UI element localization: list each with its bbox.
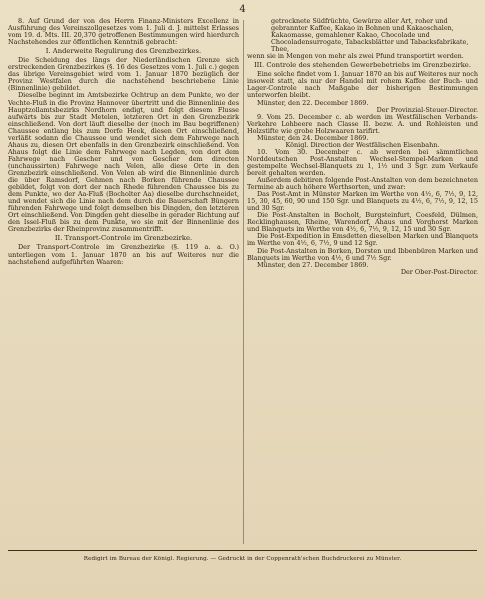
page-number: 4 (239, 4, 246, 15)
paragraph: Die Scheidung des längs der Niederländischen Grenze sich erstreckenden Grenzbezirkes (§. 16 des Gesetzes vom 1. Juli c.) gegen das übrige Vereinsgebiet wird vom 1. Januar 1870 bezüglich der Provinz Westfalen durch die nachstehend beschriebene Linie (Binnenlinie) gebildet. (8, 56, 239, 93)
paragraph: getrocknete Südfrüchte, Gewürze aller Art, roher und gebrannter Kaffee, Kakao in Bohnen und Kakaoschalen, Kakaomasse, gemahlener Kakao, Chocolade und Chocoladensurrogate, Tabacksblätter und Tabacksfabrikate, Thee, (271, 17, 469, 54)
paragraph: wenn sie in Mengen von mehr als zwei Pfund transportirt werden. (247, 52, 464, 61)
paragraph: 9. Vom 25. December c. ab werden im Westfälischen Verbands-Verkehre Lohbeere nach Classe II. bezw. A. und Rohleisten und Holzstifte wie grobe Holzwaaren tarifirt. (247, 112, 478, 135)
paragraph: Münster, den 22. December 1869. (257, 98, 369, 107)
section-heading: III. Controle des stehenden Gewerbebetriebs im Grenzbezirke. (253, 61, 471, 70)
paragraph: Eine solche findet vom 1. Januar 1870 an bis auf Weiteres nur noch insoweit statt, als nur der Handel mit rohem Kaffee der Buch- und Lager-Controle nach Maßgabe der bisherigen Bestimmungen unterworfen bleibt. (247, 70, 478, 100)
paragraph: Der Transport-Controle im Grenzbezirke (§. 119 a. a. O.) unterliegen vom 1. Januar 1870 an bis auf Weiteres nur die nachstehend aufgeführten Waaren: (8, 243, 239, 266)
footer-rule (8, 550, 477, 551)
paragraph: Außerdem debitiren folgende Post-Anstalten von dem bezeichneten Termine ab auch höhere Werthsorten, und zwar: (247, 176, 478, 192)
paragraph: Die Post-Expedition in Emsdetten dieselben Marken und Blanquets im Werthe von 4½, 6, 7½, 9 und 12 Sgr. (247, 232, 478, 248)
paragraph: Münster, den 24. December 1869. (257, 133, 369, 142)
right-column (247, 18, 478, 276)
left-column (8, 18, 239, 266)
section-heading: I. Anderweite Regulirung des Grenzbezirkes. (45, 47, 202, 56)
paragraph: 10. Vom 30. December c. ab werden bei sämmtlichen Norddeutschen Post-Anstalten Wechsel-Stempel-Marken und gestempelte Wechsel-Blanquets zu 1, 1½ und 3 Sgr. zum Verkaufe bereit gehalten werden. (247, 147, 478, 177)
paragraph: Der Provinzial-Steuer-Director. (376, 105, 478, 114)
paragraph: Dieselbe beginnt im Amtsbezirke Ochtrup an dem Punkte, wo der Vechte-Fluß in die Provinz Hannover übertritt und die Binnenlinie des Hauptzollamtsbezirks Nordhorn endigt, und folgt diesem Flusse aufwärts bis zur Stadt Metelen, letzteren Ort in den Grenzbezirk einschließend. Von dort läuft dieselbe der (noch im Bau begriffenen) Chaussee entlang bis zum Dorfe Heek, diesen Ort einschließend, verläßt sodann die Chaussee und wendet sich dem Fahrwege nach Ahaus zu, diesen Ort ebenfalls in den Grenzbezirk einschließend. Von Ahaus folgt die Linie dem Fahrwege nach Legden, von dort dem Fahrwege nach Gescher und von Gescher dem directen (unchaussirten) Fahrwege nach Velen, alle diese Orte in den Grenzbezirk einschließend. Von Velen ab wird die Binnenlinie durch die über Ramsdorf, Gehmen nach Borken führende Chaussee gebildet, folgt von dort der nach Rhede führenden Chaussee bis zu dem Punkte, wo der Aa-Fluß (Bocholter Aa) dieselbe durchschneidet, und wendet sich die Linie nach dem durch die Bauerschaft Büngern führenden Fahrwege und folgt demselben bis Dingden, den letzteren Ort einschließend. Von Dingden geht dieselbe in gerader Richtung auf den Issel-Fluß bis zu dem Punkte, wo sie mit der Binnenlinie des Grenzbezirks der Rheinprovinz zusammentrifft. (8, 91, 239, 234)
paragraph: 8. Auf Grund der von des Herrn Finanz-Ministers Excellenz in Ausführung des Vereinszollgesetzes vom 1. Juli d. J. mittelst Erlasses vom 19. d. Mts. III. 20,370 getroffenen Bestimmungen wird hierdurch Nachstehendes zur öffentlichen Kenntniß gebracht: (8, 17, 239, 47)
paragraph: Münster, den 27. December 1869. (257, 260, 369, 269)
section-heading: II. Transport-Controle im Grenzbezirke. (54, 234, 193, 243)
paragraph: Königl. Direction der Westfälischen Eisenbahn. (285, 140, 440, 149)
paragraph: Das Post-Amt in Münster Marken im Werthe von 4½, 6, 7½, 9, 12, 15, 30, 45, 60, 90 und 150 Sgr. und Blanquets zu 4½, 6, 7½, 9, 12, 15 und 30 Sgr. (247, 190, 478, 213)
column-divider (243, 20, 244, 544)
paragraph: Die Post-Anstalten in Borken, Dorsten und Ibbenbüren Marken und Blanquets im Werthe von 4½, 6 und 7½ Sgr. (247, 246, 478, 262)
imprint-footer: Redigirt im Bureau der Königl. Regierung. — Gedruckt in der Coppenrath'schen Buchdruckerei zu Münster. (83, 556, 402, 562)
paragraph: Der Ober-Post-Director. (400, 267, 478, 276)
paragraph: Die Post-Anstalten in Bocholt, Burgsteinfurt, Coesfeld, Dülmen, Recklinghausen, Rheine, Warendorf, Ahaus und Vorghorst Marken und Blanquets im Werthe von 4½, 6, 7½, 9, 12, 15 und 30 Sgr. (247, 211, 478, 234)
